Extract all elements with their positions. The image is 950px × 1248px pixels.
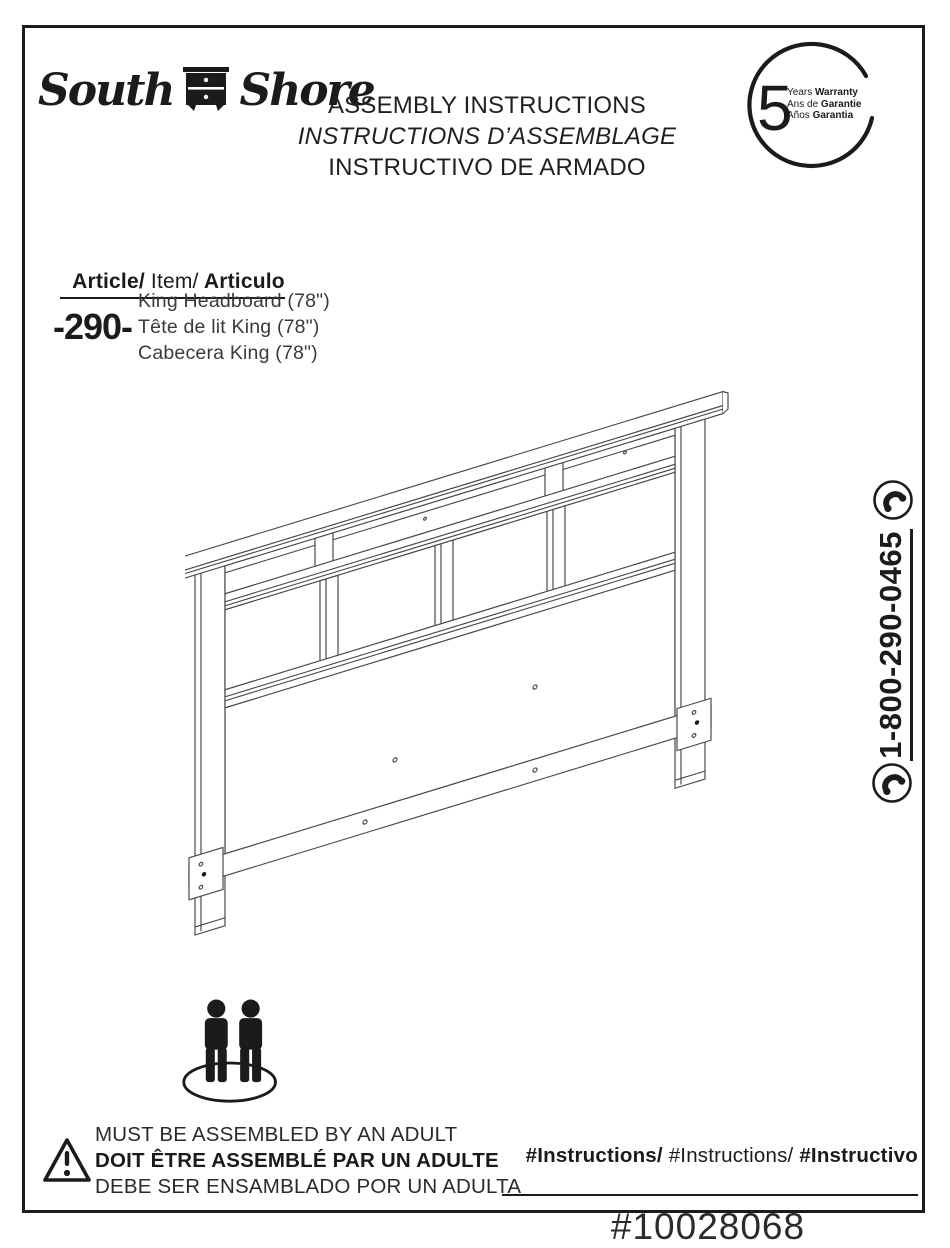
- warning-triangle-icon: [42, 1136, 92, 1185]
- item-name-fr: Tête de lit King (78"): [138, 316, 320, 338]
- two-adults-icon: [180, 995, 285, 1110]
- instructions-number-label: #Instructions/ #Instructions/ #Instructivo: [502, 1120, 918, 1196]
- warranty-line-es: Años Garantia: [787, 110, 854, 121]
- warning-line-es: DEBE SER ENSAMBLADO POR UN ADULTA: [95, 1175, 522, 1198]
- warranty-text: [787, 87, 877, 122]
- page-title: [277, 90, 697, 183]
- warranty-years-number: 5: [757, 72, 793, 144]
- warning-line-fr: DOIT ÊTRE ASSEMBLÉ PAR UN ADULTE: [95, 1149, 499, 1172]
- article-heading: Article/ Item/ Articulo: [60, 246, 285, 299]
- item-names: [138, 288, 330, 366]
- warranty-badge: [745, 40, 881, 176]
- headboard-illustration: [185, 383, 745, 973]
- support-phone-number: 1-800-290-0465: [873, 515, 913, 775]
- nightstand-icon: [182, 65, 230, 117]
- phone-icon: [872, 479, 914, 521]
- title-line-es: INSTRUCTIVO DE ARMADO: [328, 154, 646, 181]
- warning-line-en: MUST BE ASSEMBLED BY AN ADULT: [95, 1123, 458, 1146]
- brand-word-south: South: [38, 65, 174, 116]
- model-number: -290-: [53, 306, 133, 347]
- item-name-es: Cabecera King (78"): [138, 342, 318, 364]
- title-line-fr: INSTRUCTIONS D’ASSEMBLAGE: [297, 123, 677, 150]
- warranty-line-en: Years Warranty: [787, 87, 858, 98]
- brand-word-shore: Shore: [239, 65, 374, 116]
- item-name-en: King Headboard (78"): [138, 290, 331, 312]
- warranty-line-fr: Ans de Garantie: [787, 98, 862, 110]
- footer-document-info: [502, 1120, 918, 1248]
- phone-icon: [871, 762, 913, 804]
- article-model-row: [53, 288, 330, 366]
- assembly-warning: [95, 1122, 521, 1200]
- document-number: #10028068: [610, 1206, 806, 1247]
- title-line-en: ASSEMBLY INSTRUCTIONS: [327, 92, 647, 119]
